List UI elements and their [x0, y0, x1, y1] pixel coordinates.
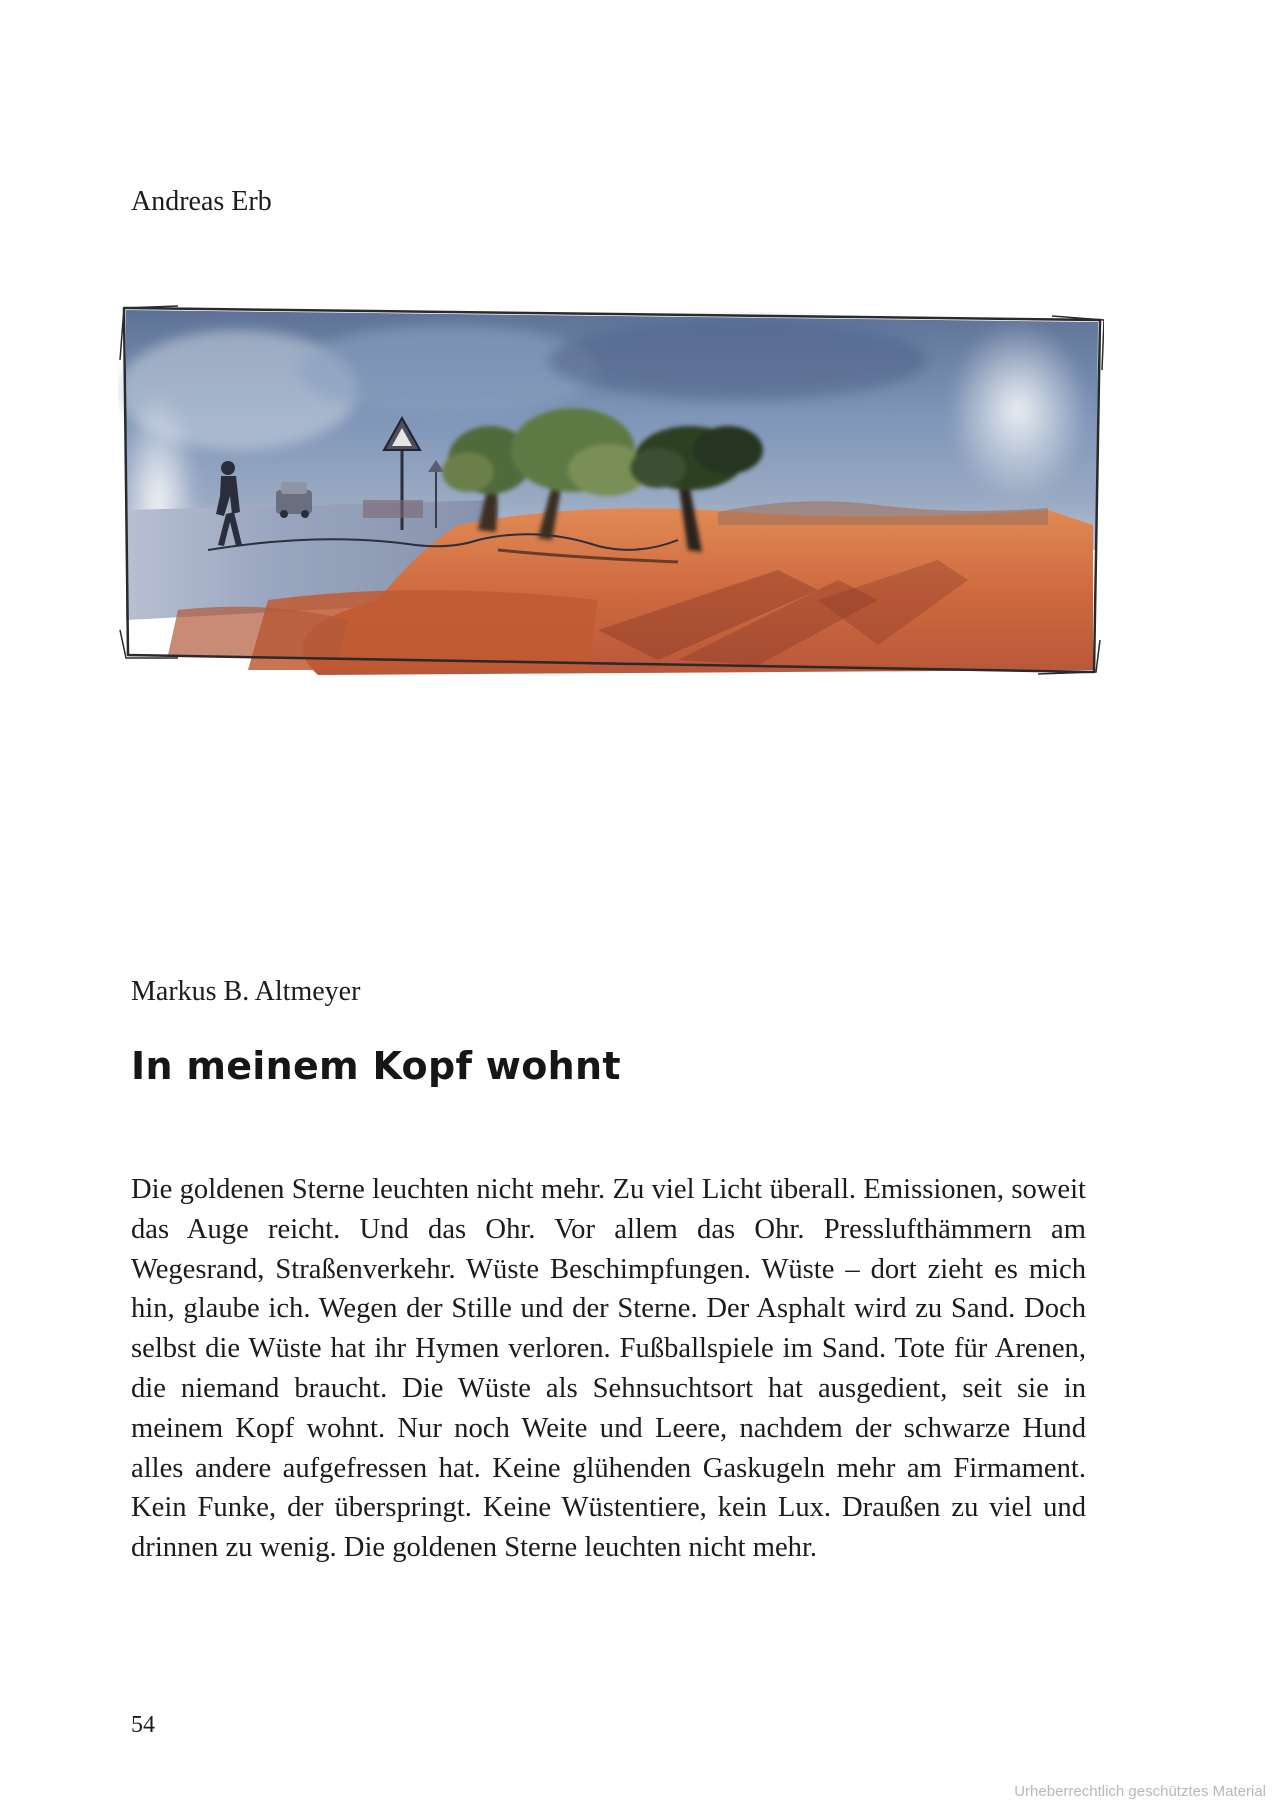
copyright-watermark: Urheberrechtlich geschütztes Material — [1014, 1783, 1266, 1800]
desert-painting — [118, 300, 1104, 692]
story-title: In meinem Kopf wohnt — [131, 1044, 621, 1088]
page-number: 54 — [131, 1712, 155, 1738]
car — [276, 482, 312, 518]
body-text: Die goldenen Sterne leuchten nicht mehr. Zu viel Licht überall. Emissionen, soweit das Auge reicht. Und das Ohr. Vor allem das Ohr. Presslufthämmern am Wegesrand, Straßenverkehr. Wüste Beschimpfungen. Wüste – dort zieht es mich hin, glaube ich. Wegen der Stille und der Sterne. Der Asphalt wird zu Sand. Doch selbst die Wüste hat ihr Hymen verloren. Fußballspiele im Sand. Tote für Arenen, die niemand braucht. Die Wüste als Sehnsuchtsort hat ausgedient, seit sie in meinem Kopf wohnt. Nur noch Weite und Leere, nachdem der schwarze Hund alles andere aufgefressen hat. Keine glühenden Gaskugeln mehr am Firmament. Kein Funke, der überspringt. Keine Wüstentiere, kein Lux. Draußen zu viel und drinnen zu wenig. Die goldenen Sterne leuchten nicht mehr. — [131, 1174, 1086, 1564]
artist-name: Andreas Erb — [131, 186, 272, 217]
author-name: Markus B. Altmeyer — [131, 976, 361, 1007]
